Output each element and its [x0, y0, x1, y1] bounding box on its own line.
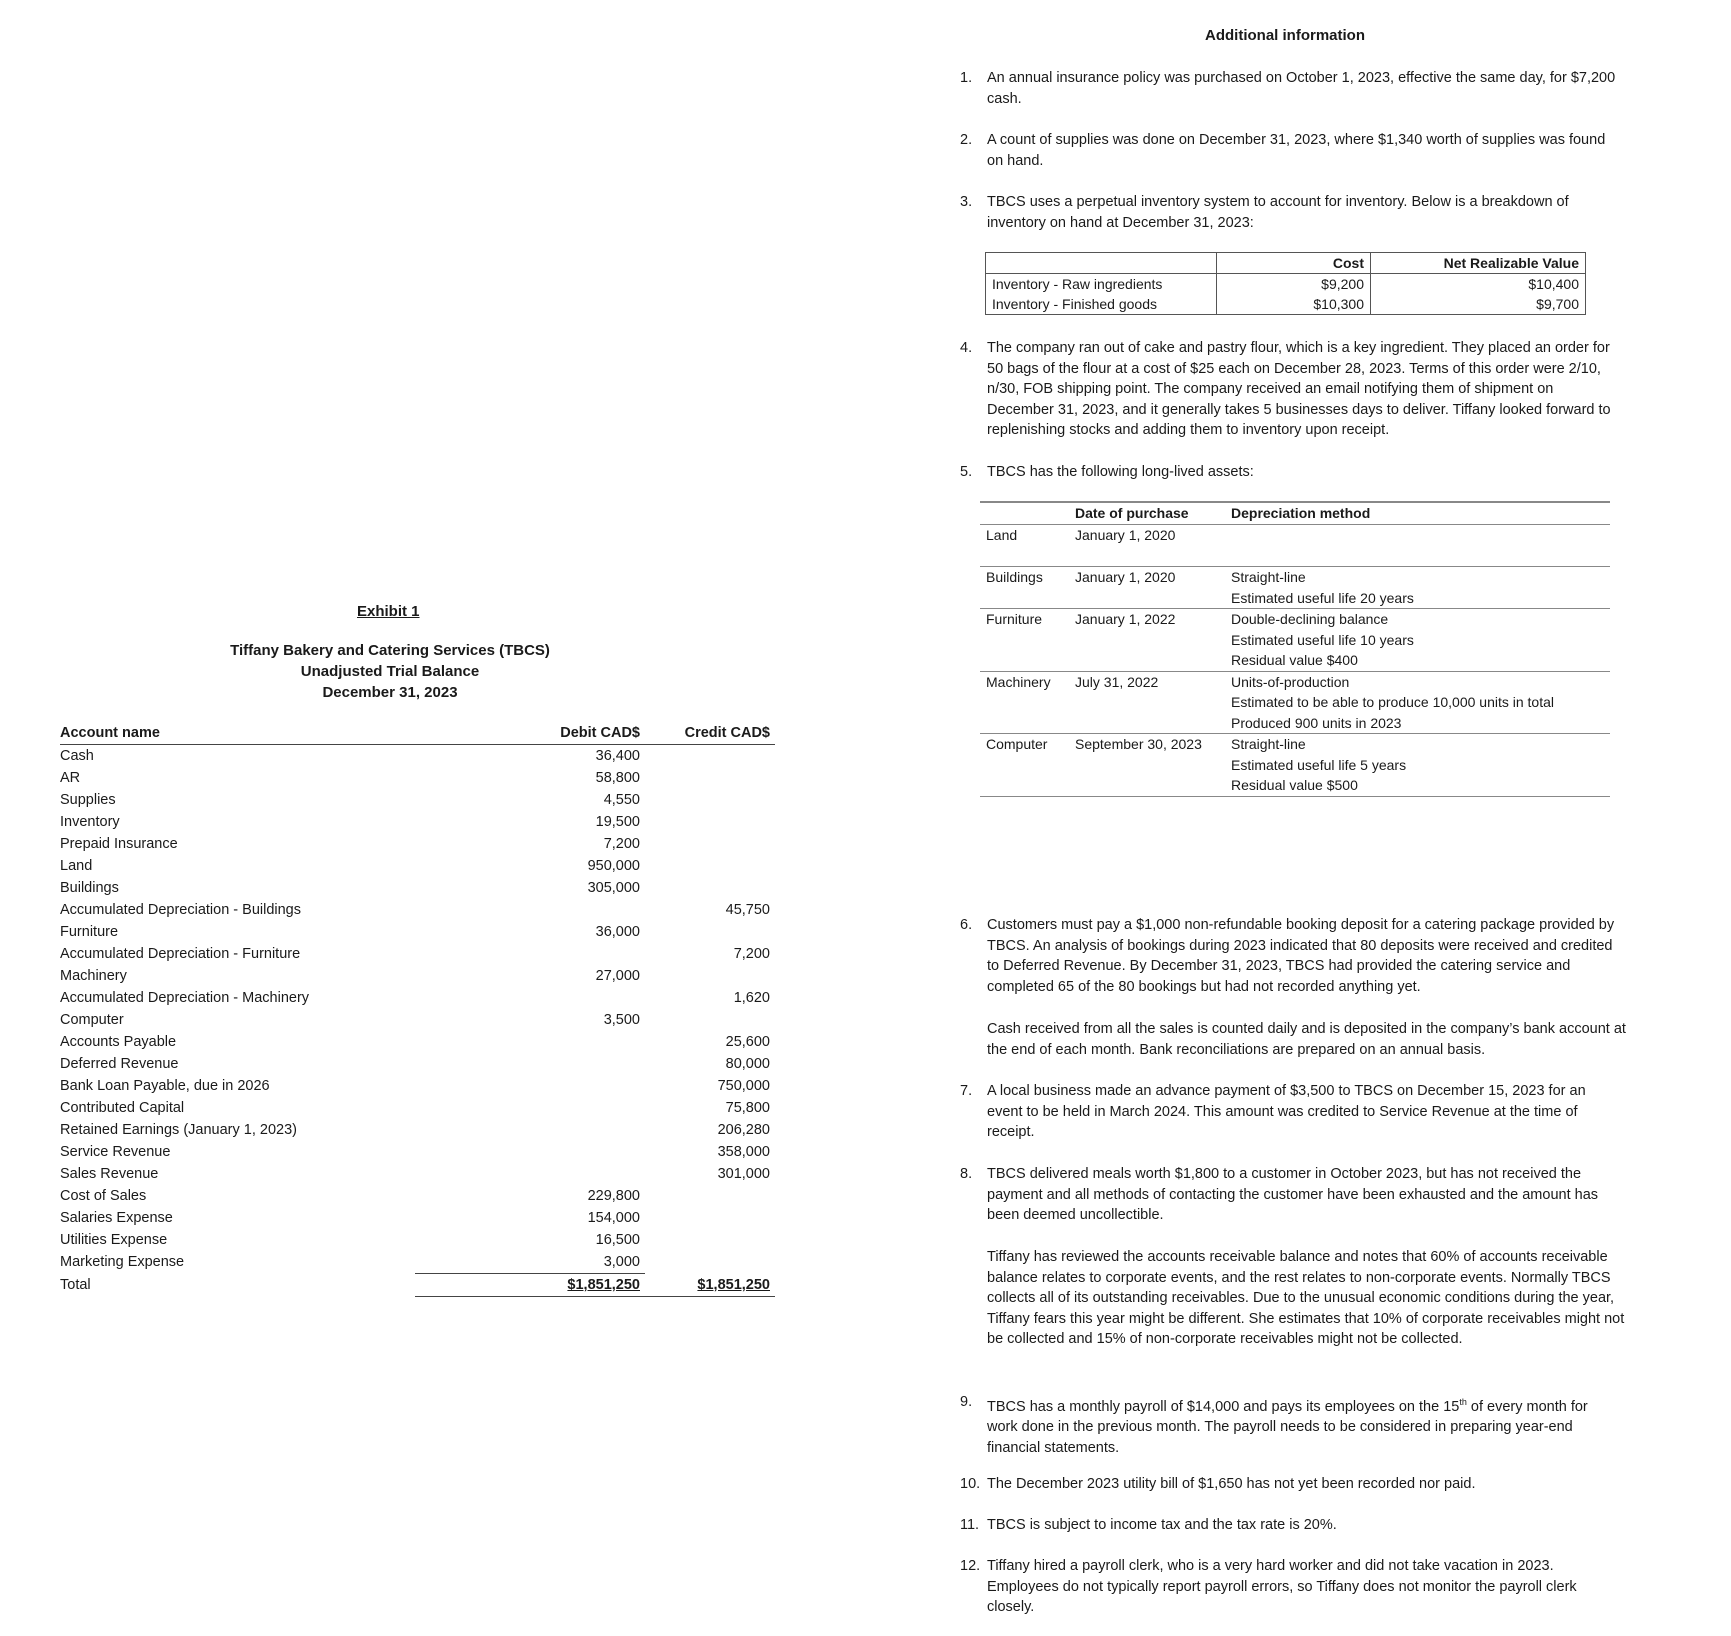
account-name: Furniture [60, 924, 119, 940]
trial-balance-table [60, 722, 775, 1297]
trial-balance-total-row [60, 1274, 775, 1297]
credit-amount [645, 877, 775, 899]
debit-amount: 3,500 [603, 1012, 640, 1028]
total-label: Total [60, 1277, 91, 1293]
asset-row [980, 525, 1610, 567]
debit-amount: 7,200 [603, 836, 640, 852]
info-item-6 [960, 915, 1620, 997]
debit-amount: 16,500 [595, 1232, 640, 1248]
item-number: 5. [960, 464, 973, 480]
debit-amount: 4,550 [603, 792, 640, 808]
trial-balance-row [60, 987, 775, 1009]
debit-amount [415, 987, 645, 1009]
account-name: Computer [60, 1012, 124, 1028]
account-name: Marketing Expense [60, 1254, 185, 1271]
asset-name: Machinery [980, 671, 1069, 734]
asset-depreciation-method [1225, 525, 1610, 567]
asset-name: Land [980, 525, 1069, 567]
asset-purchase-date: January 1, 2022 [1069, 609, 1225, 672]
method-line: Residual value $500 [1231, 777, 1358, 793]
credit-amount [645, 965, 775, 987]
credit-header: Credit CAD$ [684, 725, 770, 741]
debit-amount [415, 1141, 645, 1163]
credit-amount [645, 921, 775, 943]
credit-amount [645, 1185, 775, 1207]
trial-balance-row [60, 833, 775, 855]
account-name-header: Account name [60, 725, 160, 741]
debit-amount [415, 943, 645, 965]
item-text: The company ran out of cake and pastry flour, which is a key ingredient. They placed an order for 50 bags of the flour at a cost of $25 each on December 28, 2023. Terms of this order were 2/10, n/30, FOB shipping point. The company received an email notifying them of shipment on December 31, 2023, and it generally takes 5 businesses days to deliver. Tiffany looked forward to replenishing stocks and adding them to inventory upon receipt. [987, 340, 1611, 438]
trial-balance-row [60, 1185, 775, 1207]
item-text: TBCS has the following long-lived assets: [987, 464, 1254, 480]
credit-amount: 7,200 [733, 946, 770, 962]
info-item-3 [960, 192, 1620, 233]
trial-balance-row [60, 1163, 775, 1185]
trial-balance-row [60, 1031, 775, 1053]
asset-name: Computer [980, 734, 1069, 797]
asset-depreciation-method [1225, 734, 1610, 797]
account-name: Utilities Expense [60, 1232, 168, 1248]
debit-amount: 3,000 [415, 1251, 645, 1274]
account-name: Salaries Expense [60, 1210, 173, 1226]
trial-balance-row [60, 789, 775, 811]
credit-amount [645, 767, 775, 789]
debit-amount: 154,000 [587, 1210, 640, 1226]
item-text: TBCS uses a perpetual inventory system to account for inventory. Below is a breakdown of inventory on hand at December 31, 2023: [987, 194, 1569, 231]
account-name: Inventory [60, 814, 120, 830]
asset-depreciation-method [1225, 567, 1610, 609]
item-text-part: TBCS has a monthly payroll of $14,000 and pays its employees on the 15 [987, 1398, 1460, 1415]
method-line: Straight-line [1231, 569, 1306, 585]
asset-row [980, 671, 1610, 734]
account-name: Contributed Capital [60, 1100, 185, 1116]
credit-amount: 1,620 [733, 990, 770, 1006]
asset-row [980, 734, 1610, 797]
item-text: Customers must pay a $1,000 non-refundable booking deposit for a catering package provided by TBCS. An analysis of bookings during 2023 indicated that 80 deposits were received and credited to Deferred Revenue. By December 31, 2023, TBCS had provided the catering service and completed 65 of the 80 bookings but had not recorded anything yet. [987, 917, 1615, 995]
ordinal-suffix: th [1459, 1397, 1467, 1407]
account-name: Accounts Payable [60, 1034, 177, 1050]
debit-header: Debit CAD$ [560, 725, 640, 741]
asset-purchase-date: September 30, 2023 [1069, 734, 1225, 797]
credit-amount [645, 745, 775, 768]
inventory-header-row [986, 253, 1586, 274]
inventory-nrv: $10,400 [1371, 274, 1586, 295]
inventory-item: Inventory - Raw ingredients [986, 274, 1217, 295]
item-number: 3. [960, 194, 973, 210]
credit-amount: 358,000 [717, 1144, 770, 1160]
depreciation-method-header: Depreciation method [1225, 502, 1610, 525]
account-name: Cash [60, 748, 94, 764]
method-line: Units-of-production [1231, 673, 1350, 690]
account-name: Machinery [60, 968, 127, 984]
info-item-1 [960, 68, 1620, 109]
credit-amount: 25,600 [725, 1034, 770, 1050]
inventory-row [986, 294, 1586, 315]
asset-purchase-date: January 1, 2020 [1069, 525, 1225, 567]
trial-balance-row [60, 899, 775, 921]
statement-date: December 31, 2023 [322, 684, 458, 701]
debit-amount [415, 1075, 645, 1097]
trial-balance-row [60, 767, 775, 789]
trial-balance-header [60, 722, 775, 745]
method-line: Estimated useful life 10 years [1231, 631, 1414, 648]
inventory-item-header [986, 253, 1217, 274]
debit-amount [415, 1163, 645, 1185]
debit-amount: 950,000 [587, 858, 640, 874]
company-name: Tiffany Bakery and Catering Services (TBCS) [230, 642, 550, 659]
debit-amount: 305,000 [587, 880, 640, 896]
item-number: 4. [960, 340, 973, 356]
account-name: Retained Earnings (January 1, 2023) [60, 1122, 297, 1138]
trial-balance-row [60, 811, 775, 833]
account-name: Buildings [60, 880, 119, 896]
info-item-5 [960, 462, 1620, 483]
account-name: Bank Loan Payable, due in 2026 [60, 1078, 270, 1094]
cost-header: Cost [1217, 253, 1371, 274]
item-number: 9. [960, 1394, 973, 1410]
credit-amount: 45,750 [725, 902, 770, 918]
debit-amount: 58,800 [595, 770, 640, 786]
long-lived-assets-table [980, 501, 1610, 797]
debit-amount: 36,000 [595, 924, 640, 940]
info-item-4 [960, 338, 1620, 441]
asset-depreciation-method [1225, 609, 1610, 672]
asset-row [980, 609, 1610, 672]
credit-amount [645, 811, 775, 833]
item-number: 6. [960, 917, 973, 933]
account-name: Sales Revenue [60, 1166, 159, 1182]
trial-balance-row [60, 943, 775, 965]
account-name: Deferred Revenue [60, 1056, 179, 1072]
item-text: A count of supplies was done on December 31, 2023, where $1,340 worth of supplies was found on hand. [987, 132, 1606, 169]
item-text: TBCS delivered meals worth $1,800 to a customer in October 2023, but has not received the payment and all methods of contacting the customer have been exhausted and the amount has been deemed uncollectible. [987, 1166, 1599, 1223]
credit-amount: 750,000 [717, 1078, 770, 1094]
trial-balance-row [60, 855, 775, 877]
inventory-item: Inventory - Finished goods [986, 294, 1217, 315]
credit-amount: 206,280 [717, 1122, 770, 1138]
trial-balance-row [60, 877, 775, 899]
account-name: Supplies [60, 792, 116, 808]
debit-amount: 36,400 [595, 748, 640, 764]
debit-amount [415, 1053, 645, 1075]
trial-balance-row [60, 745, 775, 768]
item-text: A local business made an advance payment of $3,500 to TBCS on December 15, 2023 for an event to be held in March 2024. This amount was credited to Service Revenue at the time of receipt. [987, 1083, 1586, 1140]
item-text-part: of every month for work done in the previous month. The payroll needs to be considered in preparing year-end financial statements. [987, 1398, 1588, 1456]
item-text: The December 2023 utility bill of $1,650 has not yet been recorded nor paid. [987, 1476, 1476, 1492]
asset-purchase-date: July 31, 2022 [1069, 671, 1225, 734]
method-line: Straight-line [1231, 736, 1306, 752]
date-of-purchase-header: Date of purchase [1069, 502, 1225, 525]
asset-row [980, 567, 1610, 609]
assets-header-row [980, 502, 1610, 525]
debit-amount [415, 1119, 645, 1141]
credit-amount [645, 833, 775, 855]
asset-purchase-date: January 1, 2020 [1069, 567, 1225, 609]
trial-balance-row [60, 1141, 775, 1163]
nrv-header: Net Realizable Value [1371, 253, 1586, 274]
item-number: 10. [960, 1476, 981, 1492]
account-name: Cost of Sales [60, 1188, 147, 1204]
item-text: Tiffany hired a payroll clerk, who is a very hard worker and did not take vacation in 2023. Employees do not typically report payroll errors, so Tiffany does not monitor the payroll clerk closely. [987, 1558, 1577, 1615]
statement-title: Unadjusted Trial Balance [300, 663, 480, 680]
account-name: AR [60, 770, 81, 786]
trial-balance-row [60, 1229, 775, 1251]
item-number: 2. [960, 132, 973, 148]
account-name: Accumulated Depreciation - Buildings [60, 902, 301, 918]
method-line [1231, 546, 1610, 567]
trial-balance-row [60, 1053, 775, 1075]
trial-balance-row [60, 1251, 775, 1274]
debit-amount [415, 1097, 645, 1119]
debit-amount [415, 1031, 645, 1053]
item-number: 1. [960, 70, 973, 86]
item-number: 11. [960, 1517, 980, 1533]
inventory-cost: $9,200 [1217, 274, 1371, 295]
account-name: Prepaid Insurance [60, 836, 178, 852]
credit-amount [645, 789, 775, 811]
account-name: Land [60, 858, 93, 874]
trial-balance-row [60, 921, 775, 943]
inventory-row [986, 274, 1586, 295]
info-item-7 [960, 1081, 1620, 1143]
total-credit: $1,851,250 [645, 1274, 775, 1297]
credit-amount [645, 855, 775, 877]
credit-amount [645, 1009, 775, 1031]
asset-header [980, 502, 1069, 525]
method-line: Produced 900 units in 2023 [1231, 714, 1402, 731]
info-item-8 [960, 1164, 1620, 1226]
trial-balance-row [60, 1009, 775, 1031]
credit-amount: 75,800 [725, 1100, 770, 1116]
trial-balance-row [60, 1097, 775, 1119]
info-item-12 [960, 1556, 1620, 1618]
info-item-9 [960, 1392, 1620, 1458]
trial-balance-row [60, 1119, 775, 1141]
total-debit: $1,851,250 [415, 1274, 645, 1297]
method-line: Double-declining balance [1231, 611, 1389, 627]
method-line: Estimated useful life 20 years [1231, 589, 1414, 606]
asset-name: Furniture [980, 609, 1069, 672]
info-item-2 [960, 130, 1620, 171]
debit-amount: 27,000 [595, 968, 640, 984]
inventory-table [985, 252, 1586, 315]
item-text [987, 1392, 1620, 1458]
trial-balance-row [60, 1075, 775, 1097]
account-name: Service Revenue [60, 1144, 171, 1160]
item-text: TBCS is subject to income tax and the tax rate is 20%. [987, 1517, 1337, 1533]
trial-balance-row [60, 1207, 775, 1229]
method-line: Residual value $400 [1231, 652, 1358, 668]
inventory-nrv: $9,700 [1371, 294, 1586, 315]
asset-depreciation-method [1225, 671, 1610, 734]
method-line: Estimated useful life 5 years [1231, 756, 1407, 773]
item-number: 12. [960, 1558, 981, 1574]
item-number: 7. [960, 1083, 973, 1099]
additional-info-title: Additional information [1205, 27, 1365, 44]
method-line [1231, 525, 1610, 546]
debit-amount [415, 899, 645, 921]
credit-amount: 301,000 [717, 1166, 770, 1182]
credit-amount [645, 1251, 775, 1274]
item-text: An annual insurance policy was purchased on October 1, 2023, effective the same day, for $7,200 cash. [987, 70, 1616, 107]
info-item-8-note: Tiffany has reviewed the accounts receivable balance and notes that 60% of accounts receivable balance relates to corporate events, and the rest relates to non-corporate events. Normally TBCS collects all of its outstanding receivables. Due to the unusual economic conditions during the year, Tiffany fears this year might be different. She estimates that 10% of corporate receivables might not be collected and 15% of non-corporate receivables might not be collected. [987, 1249, 1625, 1347]
debit-amount: 229,800 [587, 1188, 640, 1204]
info-item-11 [960, 1515, 1620, 1536]
account-name: Accumulated Depreciation - Machinery [60, 990, 310, 1006]
item-number: 8. [960, 1166, 973, 1182]
info-item-6-note: Cash received from all the sales is counted daily and is deposited in the company’s bank account at the end of each month. Bank reconciliations are prepared on an annual basis. [987, 1021, 1626, 1058]
exhibit-label: Exhibit 1 [357, 603, 420, 620]
credit-amount [645, 1207, 775, 1229]
credit-amount: 80,000 [725, 1056, 770, 1072]
account-name: Accumulated Depreciation - Furniture [60, 946, 301, 962]
credit-amount [645, 1229, 775, 1251]
asset-name: Buildings [980, 567, 1069, 609]
debit-amount: 19,500 [595, 814, 640, 830]
inventory-cost: $10,300 [1217, 294, 1371, 315]
info-item-10 [960, 1474, 1620, 1495]
method-line: Estimated to be able to produce 10,000 units in total [1231, 694, 1554, 710]
trial-balance-row [60, 965, 775, 987]
